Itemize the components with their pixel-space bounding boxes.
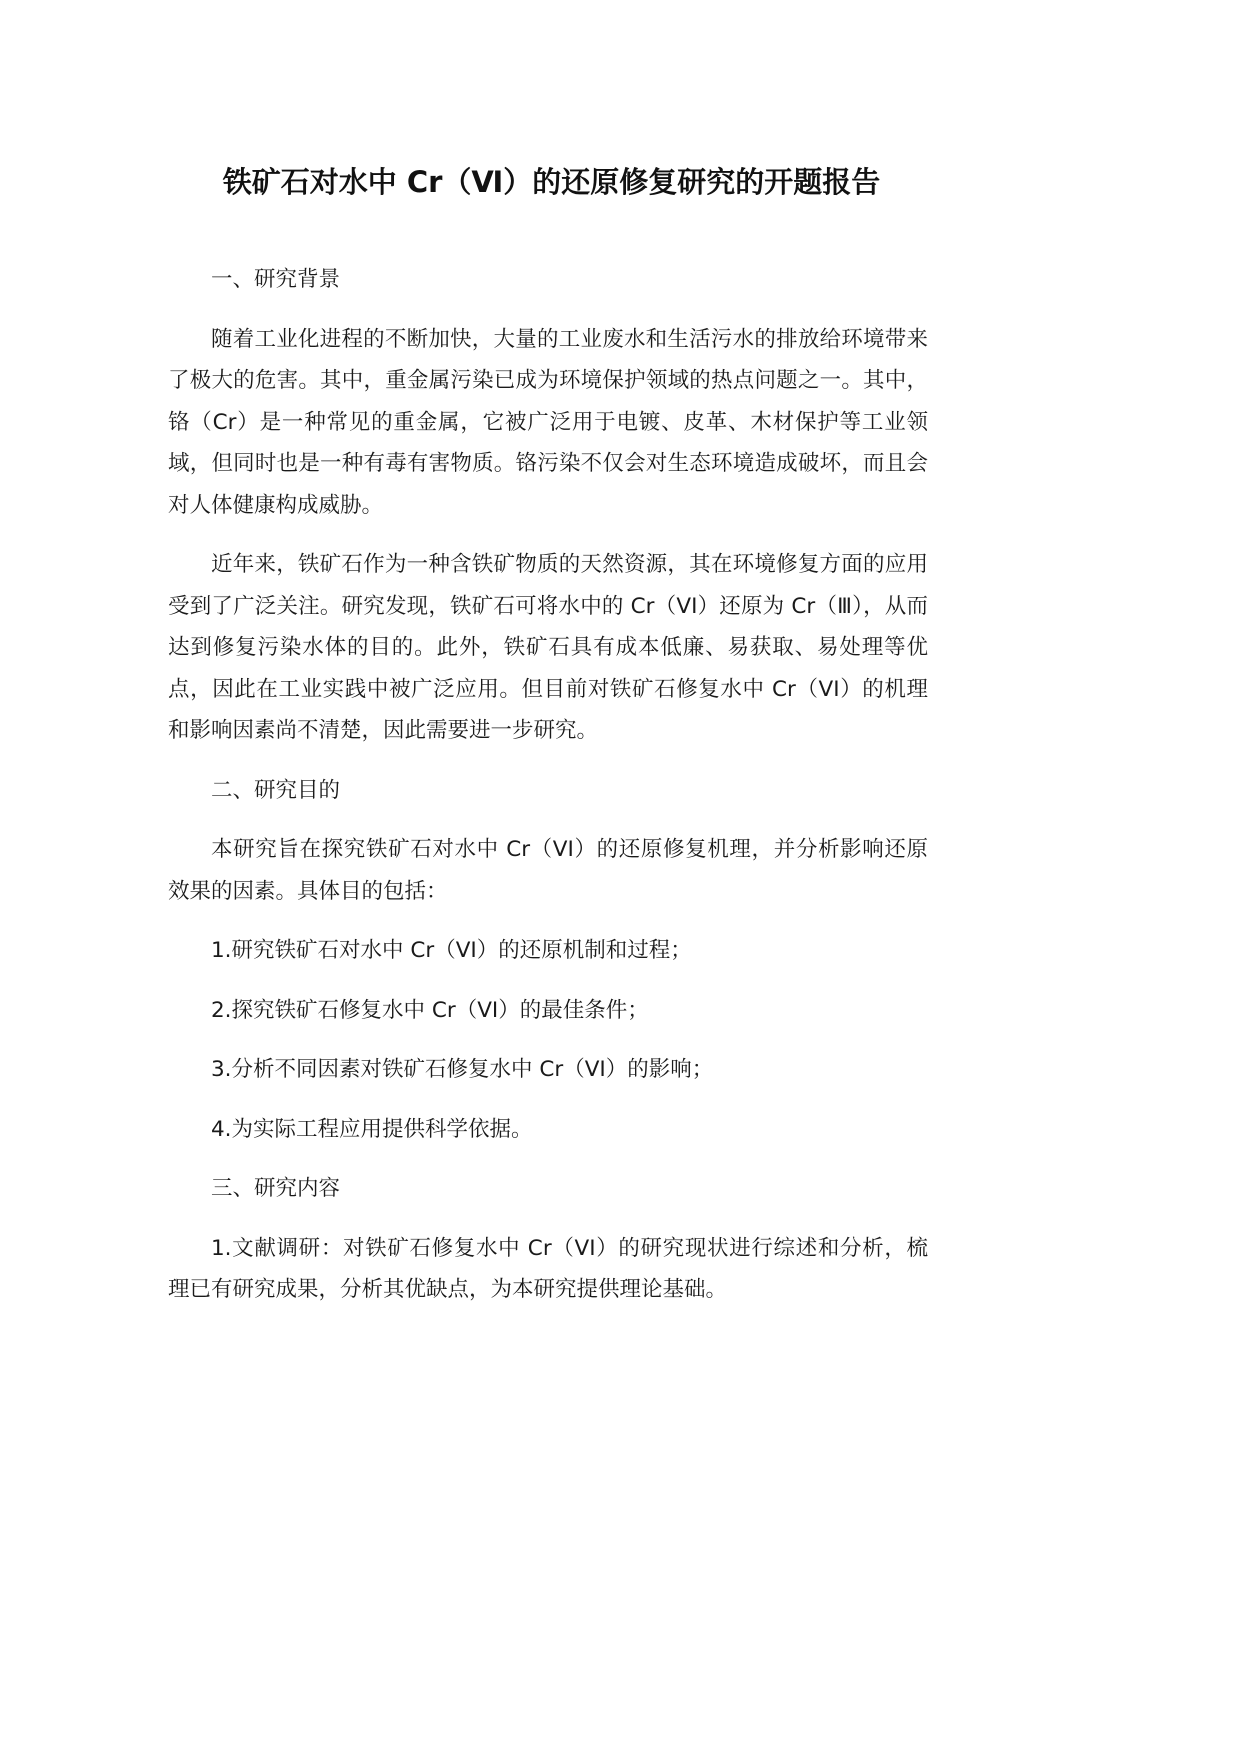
list-item: 4.为实际工程应用提供科学依据。 — [211, 1116, 533, 1142]
section-heading-purpose: 二、研究目的 — [211, 777, 341, 803]
list-item: 2.探究铁矿石修复水中 Cr（VI）的最佳条件； — [211, 997, 649, 1023]
list-item: 3.分析不同因素对铁矿石修复水中 Cr（VI）的影响； — [211, 1057, 714, 1082]
paragraph: 1.文献调研：对铁矿石修复水中 Cr（VI）的研究现状进行综述和分析，梳理已有研究成果，分析其优缺点，为本研究提供理论基础。 — [168, 1235, 928, 1302]
section-heading-content: 三、研究内容 — [211, 1176, 341, 1201]
document-title: 铁矿石对水中 Cr（Ⅵ）的还原修复研究的开题报告 — [222, 165, 881, 199]
document-body — [168, 259, 928, 1329]
paragraph: 近年来，铁矿石作为一种含铁矿物质的天然资源，其在环境修复方面的应用受到了广泛关注。研究发现，铁矿石可将水中的 Cr（VI）还原为 Cr（Ⅲ），从而达到修复污染水体的目的。此外，铁矿石具有成本低廉、易获取、易处理等优点，因此在工业实践中被广泛应用。但目前对铁矿石修复水中 Cr（VI）的机理和影响因素尚不清楚，因此需要进一步研究。 — [168, 552, 928, 743]
list-item: 1.研究铁矿石对水中 Cr（VI）的还原机制和过程； — [211, 938, 692, 963]
paragraph: 本研究旨在探究铁矿石对水中 Cr（VI）的还原修复机理，并分析影响还原效果的因素。具体目的包括： — [168, 837, 928, 904]
paragraph: 随着工业化进程的不断加快，大量的工业废水和生活污水的排放给环境带来了极大的危害。其中，重金属污染已成为环境保护领域的热点问题之一。其中，铬（Cr）是一种常见的重金属，它被广泛用于电镀、皮革、木材保护等工业领域，但同时也是一种有毒有害物质。铬污染不仅会对生态环境造成破坏，而且会对人体健康构成威胁。 — [168, 326, 928, 518]
section-heading-background: 一、研究背景 — [211, 267, 341, 292]
